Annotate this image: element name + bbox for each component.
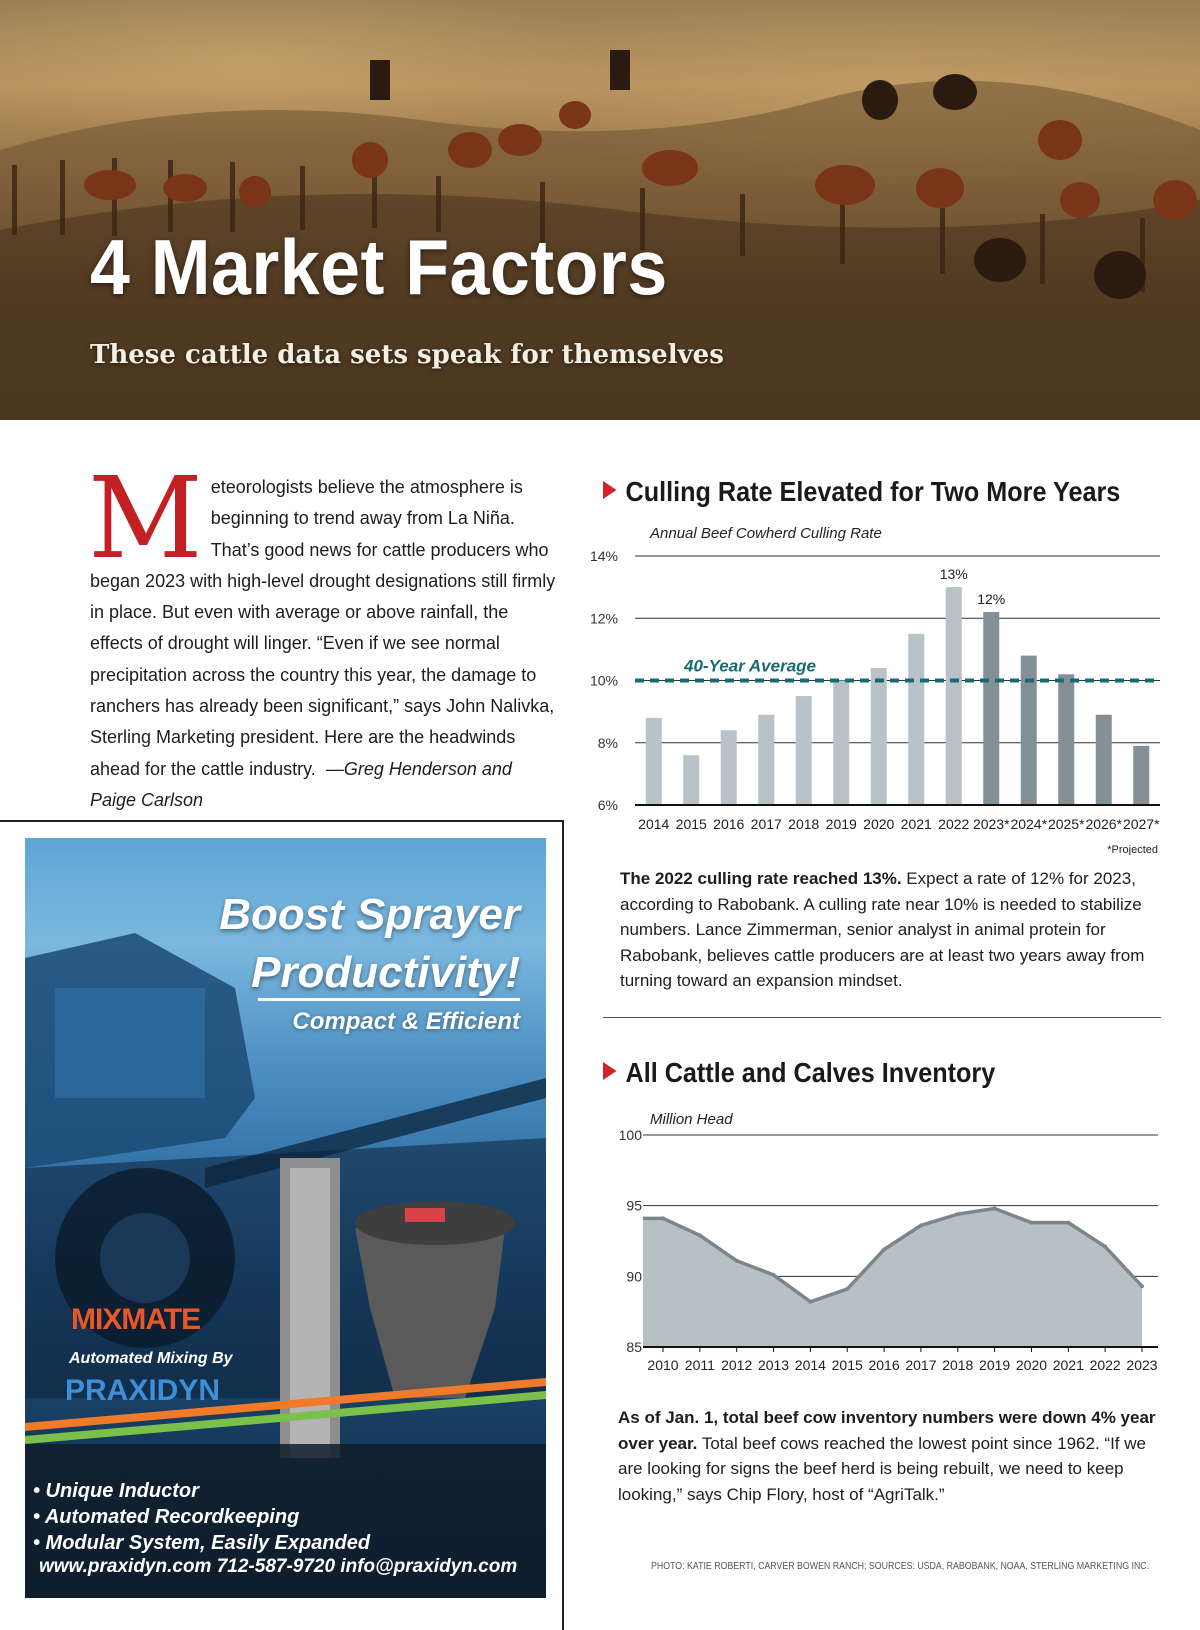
ad-feature-list bbox=[33, 1478, 370, 1556]
bar bbox=[983, 612, 999, 805]
bar bbox=[721, 730, 737, 805]
chart-title: Million Head bbox=[650, 1111, 733, 1128]
data-point bbox=[661, 1216, 665, 1220]
bar bbox=[1021, 656, 1037, 805]
y-tick-label: 90 bbox=[626, 1268, 642, 1285]
culling-section-heading bbox=[603, 476, 1120, 508]
drop-cap: M bbox=[88, 454, 203, 584]
x-tick-label: 2016 bbox=[868, 1357, 900, 1373]
page-title: 4 Market Factors bbox=[90, 223, 668, 311]
ad-headline-rule bbox=[258, 998, 520, 1001]
bar bbox=[646, 718, 662, 805]
x-tick-label: 2019 bbox=[979, 1357, 1011, 1373]
praxidyn-advertisement[interactable] bbox=[25, 838, 546, 1598]
data-point bbox=[1066, 1221, 1070, 1225]
data-point bbox=[919, 1223, 923, 1227]
x-tick-label: 2020 bbox=[1015, 1357, 1048, 1373]
culling-caption-bold: The 2022 culling rate reached 13%. bbox=[620, 869, 902, 888]
y-tick-label: 95 bbox=[626, 1197, 642, 1214]
inventory-caption-text: Total beef cows reached the lowest point since 1962. “If we are looking for signs the beef herd is being rebuilt, we need to keep looking,” says Chip Flory, host of “AgriTalk.” bbox=[618, 1433, 1146, 1504]
ad-headline bbox=[219, 886, 520, 1002]
x-tick-label: 2014 bbox=[638, 816, 670, 832]
x-tick-label: 2025* bbox=[1047, 816, 1085, 832]
x-tick-label: 2023 bbox=[1126, 1357, 1158, 1373]
ad-feature-item: • Automated Recordkeeping bbox=[33, 1506, 300, 1528]
ad-tagline: Compact & Efficient bbox=[292, 1008, 520, 1035]
hero-photo-banner bbox=[0, 0, 1200, 420]
x-tick-label: 2013 bbox=[757, 1357, 790, 1373]
x-tick-label: 2020 bbox=[863, 816, 895, 832]
red-triangle-icon bbox=[603, 481, 617, 499]
x-tick-label: 2012 bbox=[721, 1357, 753, 1373]
chart-title: Annual Beef Cowherd Culling Rate bbox=[650, 525, 882, 542]
mixmate-logo: MIXMATE bbox=[71, 1303, 201, 1336]
x-tick-label: 2018 bbox=[942, 1357, 974, 1373]
page-subtitle: These cattle data sets speak for themselves bbox=[90, 340, 724, 370]
cattle-inventory-area-chart bbox=[590, 1105, 1170, 1385]
section-divider bbox=[603, 1017, 1161, 1018]
x-tick-label: 2014 bbox=[794, 1357, 826, 1373]
data-point bbox=[956, 1212, 960, 1216]
ad-feature-item: • Unique Inductor bbox=[33, 1480, 199, 1502]
bar bbox=[871, 668, 887, 805]
ad-contact-info[interactable]: www.praxidyn.com 712-587-9720 info@praxidyn.com bbox=[39, 1556, 518, 1577]
bar bbox=[908, 634, 924, 805]
data-label: 12% bbox=[977, 591, 1006, 608]
x-tick-label: 2022 bbox=[1089, 1357, 1121, 1373]
intro-text: eteorologists believe the atmosphere is beginning to trend away from La Niña. That’s good news for cattle producers who began 2023 with high-level drought designations still firmly in place. But even with average or above rainfall, the effects of drought will linger. “Even if we see normal precipitation across the country this year, the damage to ranchers has already been significant,” says John Nalivka, Sterling Marketing president. Here are the headwinds ahead for the cattle industry. bbox=[90, 477, 556, 779]
data-point bbox=[1103, 1245, 1107, 1249]
bar bbox=[758, 715, 774, 805]
x-tick-label: 2015 bbox=[675, 816, 707, 832]
x-tick-label: 2015 bbox=[831, 1357, 863, 1373]
data-point bbox=[1029, 1221, 1033, 1225]
y-tick-label: 100 bbox=[618, 1127, 642, 1143]
ad-feature-item: • Modular System, Easily Expanded bbox=[33, 1532, 371, 1554]
y-tick-label: 12% bbox=[590, 610, 618, 627]
inventory-caption bbox=[618, 1405, 1163, 1507]
data-point bbox=[845, 1287, 849, 1291]
inventory-heading-text: All Cattle and Calves Inventory bbox=[625, 1057, 996, 1088]
x-tick-label: 2016 bbox=[713, 816, 745, 832]
data-point bbox=[772, 1273, 776, 1277]
y-tick-label: 14% bbox=[590, 548, 618, 564]
culling-rate-bar-chart bbox=[590, 520, 1170, 855]
bar bbox=[796, 696, 812, 805]
chart-footnote: *Projected bbox=[1107, 844, 1158, 855]
ad-headline-line1: Boost Sprayer bbox=[219, 890, 520, 939]
ad-brand-sub: Automated Mixing By bbox=[69, 1350, 233, 1367]
bar bbox=[833, 681, 849, 806]
x-tick-label: 2017 bbox=[905, 1357, 937, 1373]
intro-paragraph bbox=[88, 454, 560, 816]
bar bbox=[946, 587, 962, 805]
bar bbox=[1058, 674, 1074, 805]
culling-caption bbox=[620, 866, 1160, 994]
y-tick-label: 10% bbox=[590, 672, 618, 689]
x-tick-label: 2023* bbox=[972, 816, 1010, 832]
data-point bbox=[698, 1233, 702, 1237]
data-point bbox=[1140, 1284, 1144, 1288]
y-tick-label: 8% bbox=[597, 734, 618, 751]
x-tick-label: 2017 bbox=[750, 816, 782, 832]
x-tick-label: 2022 bbox=[938, 816, 970, 832]
y-tick-label: 6% bbox=[597, 797, 618, 813]
culling-heading-text: Culling Rate Elevated for Two More Years bbox=[625, 476, 1121, 507]
byline: —Greg Henderson and Paige Carlson bbox=[90, 758, 512, 810]
culling-caption-text: Expect a rate of 12% for 2023, according to Rabobank. A culling rate near 10% is needed to stabilize numbers. Lance Zimmerman, senior analyst in animal protein for Rabobank, believes cattle producers are at least two years away from turning toward an expansion mindset. bbox=[620, 869, 1145, 990]
inventory-section-heading bbox=[603, 1057, 995, 1089]
data-point bbox=[993, 1206, 997, 1210]
bar bbox=[1133, 746, 1149, 805]
inventory-caption-bold: As of Jan. 1, total beef cow inventory numbers were down 4% year over year. bbox=[618, 1408, 1156, 1453]
x-tick-label: 2027* bbox=[1122, 816, 1160, 832]
x-tick-label: 2026* bbox=[1085, 816, 1123, 832]
x-tick-label: 2019 bbox=[825, 816, 857, 832]
data-point bbox=[735, 1259, 739, 1263]
reference-line-label: 40-Year Average bbox=[684, 656, 816, 676]
ad-headline-line2: Productivity! bbox=[251, 948, 520, 997]
x-tick-label: 2021 bbox=[900, 816, 932, 832]
praxidyn-logo: PRAXIDYN bbox=[65, 1374, 221, 1407]
area-fill bbox=[643, 1208, 1142, 1347]
x-tick-label: 2018 bbox=[788, 816, 820, 832]
data-label: 13% bbox=[939, 566, 968, 583]
red-triangle-icon bbox=[603, 1062, 617, 1080]
x-tick-label: 2011 bbox=[684, 1357, 715, 1373]
bar bbox=[683, 755, 699, 805]
x-tick-label: 2010 bbox=[647, 1357, 679, 1373]
x-tick-label: 2021 bbox=[1052, 1357, 1084, 1373]
x-tick-label: 2024* bbox=[1010, 816, 1048, 832]
data-point bbox=[882, 1247, 886, 1251]
photo-source-credit: PHOTO: KATIE ROBERTI, CARVER BOWEN RANCH; SOURCES: USDA, RABOBANK, NOAA, STERLING MARKETING INC. bbox=[651, 1561, 1150, 1572]
y-tick-label: 85 bbox=[626, 1339, 642, 1355]
bar bbox=[1096, 715, 1112, 805]
data-point bbox=[808, 1300, 812, 1304]
